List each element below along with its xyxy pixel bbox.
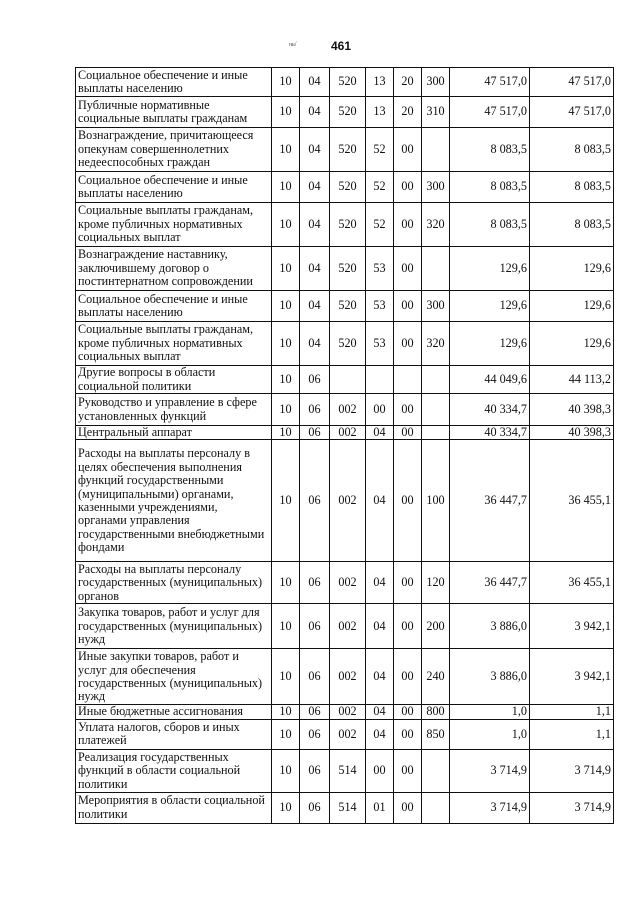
- item-name: Вознаграждение, причитающееся опекунам совершеннолетних недееспособных граждан: [76, 128, 272, 172]
- section-code: 10: [272, 604, 300, 649]
- item-name: Социальные выплаты гражданам, кроме публичных нормативных социальных выплат: [76, 203, 272, 247]
- subsection-code: 06: [300, 366, 330, 394]
- item-name: Иные бюджетные ассигнования: [76, 705, 272, 719]
- expense-type-code: [422, 128, 450, 172]
- subprogram-code: 13: [366, 97, 394, 128]
- expense-type-code: [422, 749, 450, 792]
- table-row: [76, 749, 614, 792]
- amount-year-1: 8 083,5: [450, 172, 530, 203]
- item-name: Социальное обеспечение и иные выплаты населению: [76, 291, 272, 322]
- amount-year-1: 36 447,7: [450, 440, 530, 562]
- amount-year-2: 44 113,2: [530, 366, 614, 394]
- amount-year-2: 36 455,1: [530, 440, 614, 562]
- expense-type-code: 120: [422, 562, 450, 604]
- section-code: 10: [272, 426, 300, 440]
- program-code: 002: [330, 649, 366, 705]
- item-name: Расходы на выплаты персоналу в целях обеспечения выполнения функций государственными (муниципальными) органами, казенными учреждениями, органами управления государственными внебюджетными фондами: [76, 440, 272, 562]
- section-code: 10: [272, 719, 300, 749]
- expense-type-code: 300: [422, 68, 450, 97]
- amount-year-2: 8 083,5: [530, 172, 614, 203]
- direction-code: 00: [394, 705, 422, 719]
- subsection-code: 04: [300, 128, 330, 172]
- subprogram-code: 04: [366, 426, 394, 440]
- expense-type-code: 320: [422, 203, 450, 247]
- subprogram-code: 00: [366, 749, 394, 792]
- program-code: 002: [330, 604, 366, 649]
- scan-mark: ны´: [289, 42, 297, 48]
- table-row: [76, 719, 614, 749]
- budget-table-body: [76, 68, 614, 824]
- item-name: Руководство и управление в сфере установленных функций: [76, 394, 272, 426]
- table-row: [76, 649, 614, 705]
- section-code: 10: [272, 792, 300, 823]
- direction-code: 00: [394, 426, 422, 440]
- amount-year-2: 1,1: [530, 719, 614, 749]
- section-code: 10: [272, 203, 300, 247]
- section-code: 10: [272, 68, 300, 97]
- program-code: 002: [330, 394, 366, 426]
- program-code: 520: [330, 172, 366, 203]
- expense-type-code: [422, 426, 450, 440]
- amount-year-1: 47 517,0: [450, 97, 530, 128]
- subprogram-code: 04: [366, 604, 394, 649]
- table-row: [76, 68, 614, 97]
- amount-year-1: 44 049,6: [450, 366, 530, 394]
- section-code: 10: [272, 440, 300, 562]
- amount-year-2: 47 517,0: [530, 68, 614, 97]
- section-code: 10: [272, 291, 300, 322]
- table-row: [76, 394, 614, 426]
- expense-type-code: [422, 247, 450, 291]
- amount-year-1: 3 714,9: [450, 792, 530, 823]
- item-name: Мероприятия в области социальной политики: [76, 792, 272, 823]
- subsection-code: 06: [300, 394, 330, 426]
- direction-code: [394, 366, 422, 394]
- amount-year-2: 129,6: [530, 322, 614, 366]
- table-row: [76, 705, 614, 719]
- subsection-code: 06: [300, 749, 330, 792]
- expense-type-code: 300: [422, 291, 450, 322]
- amount-year-1: 36 447,7: [450, 562, 530, 604]
- section-code: 10: [272, 128, 300, 172]
- program-code: 520: [330, 203, 366, 247]
- expense-type-code: 100: [422, 440, 450, 562]
- subsection-code: 04: [300, 291, 330, 322]
- program-code: 520: [330, 128, 366, 172]
- amount-year-2: 40 398,3: [530, 394, 614, 426]
- expense-type-code: 310: [422, 97, 450, 128]
- subsection-code: 06: [300, 562, 330, 604]
- direction-code: 00: [394, 172, 422, 203]
- page-number: 461: [331, 39, 352, 53]
- subprogram-code: 04: [366, 649, 394, 705]
- table-row: [76, 172, 614, 203]
- program-code: [330, 366, 366, 394]
- direction-code: 00: [394, 562, 422, 604]
- subprogram-code: 53: [366, 291, 394, 322]
- section-code: 10: [272, 749, 300, 792]
- subsection-code: 06: [300, 792, 330, 823]
- item-name: Расходы на выплаты персоналу государственных (муниципальных) органов: [76, 562, 272, 604]
- expense-type-code: 240: [422, 649, 450, 705]
- expense-type-code: 800: [422, 705, 450, 719]
- subprogram-code: 00: [366, 394, 394, 426]
- section-code: 10: [272, 97, 300, 128]
- amount-year-1: 1,0: [450, 719, 530, 749]
- amount-year-2: 3 942,1: [530, 649, 614, 705]
- section-code: 10: [272, 172, 300, 203]
- subprogram-code: 53: [366, 247, 394, 291]
- direction-code: 00: [394, 649, 422, 705]
- direction-code: 00: [394, 203, 422, 247]
- subprogram-code: 53: [366, 322, 394, 366]
- amount-year-2: 1,1: [530, 705, 614, 719]
- program-code: 520: [330, 322, 366, 366]
- program-code: 002: [330, 705, 366, 719]
- amount-year-1: 3 714,9: [450, 749, 530, 792]
- amount-year-1: 3 886,0: [450, 604, 530, 649]
- subsection-code: 06: [300, 719, 330, 749]
- program-code: 520: [330, 291, 366, 322]
- section-code: 10: [272, 366, 300, 394]
- table-row: [76, 366, 614, 394]
- section-code: 10: [272, 562, 300, 604]
- subprogram-code: 52: [366, 128, 394, 172]
- subprogram-code: 13: [366, 68, 394, 97]
- subsection-code: 06: [300, 426, 330, 440]
- section-code: 10: [272, 705, 300, 719]
- subsection-code: 06: [300, 440, 330, 562]
- amount-year-2: 47 517,0: [530, 97, 614, 128]
- expense-type-code: [422, 366, 450, 394]
- subsection-code: 04: [300, 172, 330, 203]
- direction-code: 00: [394, 291, 422, 322]
- amount-year-1: 8 083,5: [450, 128, 530, 172]
- expense-type-code: 320: [422, 322, 450, 366]
- program-code: 514: [330, 749, 366, 792]
- section-code: 10: [272, 322, 300, 366]
- subsection-code: 06: [300, 649, 330, 705]
- direction-code: 00: [394, 604, 422, 649]
- table-row: [76, 97, 614, 128]
- amount-year-2: 36 455,1: [530, 562, 614, 604]
- table-row: [76, 247, 614, 291]
- item-name: Вознаграждение наставнику, заключившему договор о постинтернатном сопровождении: [76, 247, 272, 291]
- amount-year-1: 1,0: [450, 705, 530, 719]
- table-row: [76, 128, 614, 172]
- program-code: 514: [330, 792, 366, 823]
- item-name: Центральный аппарат: [76, 426, 272, 440]
- subprogram-code: 04: [366, 562, 394, 604]
- subsection-code: 06: [300, 705, 330, 719]
- amount-year-2: 8 083,5: [530, 203, 614, 247]
- direction-code: 20: [394, 68, 422, 97]
- amount-year-2: 3 714,9: [530, 749, 614, 792]
- item-name: Реализация государственных функций в области социальной политики: [76, 749, 272, 792]
- amount-year-1: 47 517,0: [450, 68, 530, 97]
- table-row: [76, 792, 614, 823]
- subprogram-code: [366, 366, 394, 394]
- item-name: Публичные нормативные социальные выплаты гражданам: [76, 97, 272, 128]
- amount-year-1: 129,6: [450, 247, 530, 291]
- subsection-code: 04: [300, 247, 330, 291]
- program-code: 520: [330, 68, 366, 97]
- expense-type-code: 200: [422, 604, 450, 649]
- table-row: [76, 604, 614, 649]
- direction-code: 00: [394, 749, 422, 792]
- item-name: Закупка товаров, работ и услуг для государственных (муниципальных) нужд: [76, 604, 272, 649]
- subsection-code: 04: [300, 97, 330, 128]
- amount-year-2: 3 714,9: [530, 792, 614, 823]
- program-code: 002: [330, 440, 366, 562]
- subprogram-code: 01: [366, 792, 394, 823]
- item-name: Социальные выплаты гражданам, кроме публичных нормативных социальных выплат: [76, 322, 272, 366]
- amount-year-1: 129,6: [450, 291, 530, 322]
- program-code: 002: [330, 562, 366, 604]
- program-code: 520: [330, 247, 366, 291]
- subprogram-code: 52: [366, 203, 394, 247]
- subprogram-code: 04: [366, 719, 394, 749]
- direction-code: 00: [394, 247, 422, 291]
- subsection-code: 04: [300, 322, 330, 366]
- item-name: Иные закупки товаров, работ и услуг для обеспечения государственных (муниципальных) нужд: [76, 649, 272, 705]
- section-code: 10: [272, 394, 300, 426]
- subprogram-code: 52: [366, 172, 394, 203]
- subsection-code: 04: [300, 68, 330, 97]
- amount-year-2: 3 942,1: [530, 604, 614, 649]
- program-code: 002: [330, 719, 366, 749]
- expense-type-code: 300: [422, 172, 450, 203]
- subsection-code: 06: [300, 604, 330, 649]
- expense-type-code: [422, 792, 450, 823]
- expense-type-code: [422, 394, 450, 426]
- amount-year-2: 8 083,5: [530, 128, 614, 172]
- program-code: 002: [330, 426, 366, 440]
- amount-year-1: 3 886,0: [450, 649, 530, 705]
- expense-type-code: 850: [422, 719, 450, 749]
- subsection-code: 04: [300, 203, 330, 247]
- item-name: Другие вопросы в области социальной политики: [76, 366, 272, 394]
- direction-code: 00: [394, 322, 422, 366]
- budget-table: [75, 67, 614, 824]
- subprogram-code: 04: [366, 440, 394, 562]
- direction-code: 00: [394, 792, 422, 823]
- amount-year-1: 129,6: [450, 322, 530, 366]
- amount-year-2: 40 398,3: [530, 426, 614, 440]
- amount-year-1: 40 334,7: [450, 394, 530, 426]
- table-row: [76, 440, 614, 562]
- item-name: Уплата налогов, сборов и иных платежей: [76, 719, 272, 749]
- table-row: [76, 322, 614, 366]
- direction-code: 20: [394, 97, 422, 128]
- table-row: [76, 562, 614, 604]
- direction-code: 00: [394, 128, 422, 172]
- amount-year-2: 129,6: [530, 291, 614, 322]
- section-code: 10: [272, 649, 300, 705]
- table-row: [76, 426, 614, 440]
- amount-year-1: 40 334,7: [450, 426, 530, 440]
- table-row: [76, 291, 614, 322]
- direction-code: 00: [394, 394, 422, 426]
- program-code: 520: [330, 97, 366, 128]
- direction-code: 00: [394, 440, 422, 562]
- subprogram-code: 04: [366, 705, 394, 719]
- item-name: Социальное обеспечение и иные выплаты населению: [76, 172, 272, 203]
- section-code: 10: [272, 247, 300, 291]
- amount-year-2: 129,6: [530, 247, 614, 291]
- direction-code: 00: [394, 719, 422, 749]
- amount-year-1: 8 083,5: [450, 203, 530, 247]
- item-name: Социальное обеспечение и иные выплаты населению: [76, 68, 272, 97]
- table-row: [76, 203, 614, 247]
